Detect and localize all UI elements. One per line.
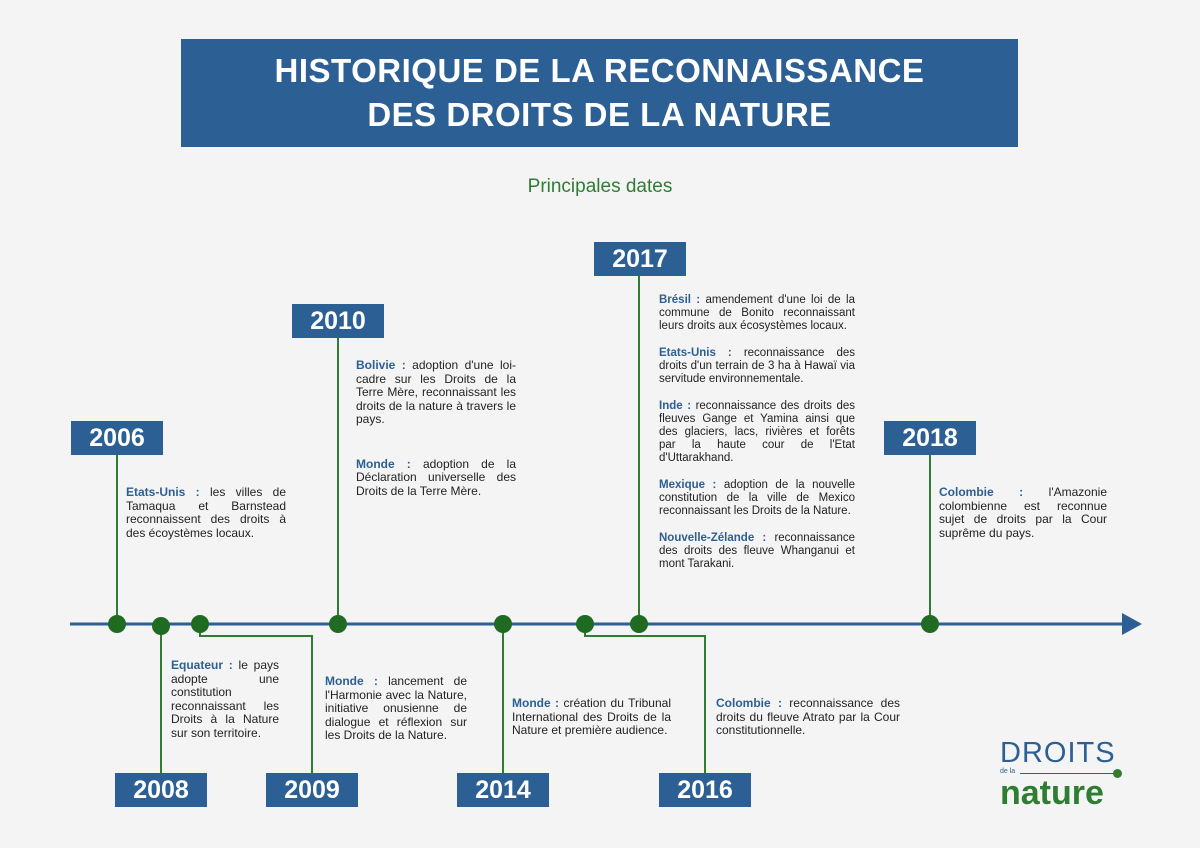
- event-2008: [171, 659, 279, 754]
- event-text: l'Amazonie colombienne est reconnue sujet de droits par la Cour suprême du pays.: [939, 485, 1107, 540]
- logo-nature-text: nature: [1000, 774, 1104, 812]
- dot-2009: [191, 615, 209, 633]
- event-2009: [325, 675, 467, 757]
- year-2017: 2017: [594, 242, 686, 276]
- title-line-1: HISTORIQUE DE LA RECONNAISSANCE: [274, 52, 925, 89]
- event-2006: [126, 486, 286, 554]
- title-line-2: DES DROITS DE LA NATURE: [367, 96, 832, 133]
- event-text: adoption d'une loi-cadre sur les Droits de la Terre Mère, reconnaissant les droits de la nature à travers le pays.: [356, 358, 516, 426]
- event-2017: [659, 294, 855, 585]
- event-place: Inde :: [659, 400, 692, 412]
- dot-2010: [329, 615, 347, 633]
- event-place: Colombie :: [716, 696, 782, 710]
- event-2014: [512, 697, 671, 752]
- subtitle: Principales dates: [527, 176, 673, 197]
- event-place: Brésil :: [659, 294, 701, 306]
- year-2008: 2008: [115, 773, 207, 807]
- event-text: amendement d'une loi de la commune de Bonito reconnaissant leurs droits aux écosystèmes locaux.: [659, 294, 855, 332]
- event-text: le pays adopte une constitution reconnaissant les Droits à la Nature sur son territoire.: [171, 658, 280, 740]
- event-text: reconnaissance des droits du fleuve Atrato par la Cour constitutionnelle.: [716, 696, 901, 737]
- logo-line: [1020, 773, 1116, 774]
- event-text: création du Tribunal International des Droits de la Nature et première audience.: [512, 696, 671, 737]
- event-place: Etats-Unis :: [659, 347, 732, 359]
- dot-2006: [108, 615, 126, 633]
- event-place: Equateur :: [171, 658, 233, 672]
- event-place: Nouvelle-Zélande :: [659, 532, 767, 544]
- leaf-icon: [1113, 769, 1122, 778]
- logo-droits-text: DROITS: [1000, 737, 1116, 769]
- logo-de-la-text: de la: [1000, 768, 1016, 775]
- year-2014: 2014: [457, 773, 549, 807]
- event-place: Monde :: [356, 456, 411, 471]
- logo-divider: [1000, 768, 1122, 778]
- event-place: Etats-Unis :: [126, 485, 200, 499]
- event-text: reconnaissance des droits des fleuves Gange et Yamina ainsi que des glaciers, lacs, rivières et forêts par la haute cour de l'Etat d'Uttarakhand.: [659, 400, 855, 464]
- event-place: Bolivie :: [356, 358, 406, 372]
- dot-2018: [921, 615, 939, 633]
- year-2016: 2016: [659, 773, 751, 807]
- event-2016: [716, 697, 900, 752]
- year-2006: 2006: [71, 421, 163, 455]
- event-text: adoption de la Déclaration universelle des Droits de la Terre Mère.: [356, 456, 516, 498]
- event-text: adoption de la nouvelle constitution de la ville de Mexico reconnaissant les Droits de la Nature.: [659, 479, 855, 517]
- event-2010: [356, 359, 516, 512]
- event-place: Colombie :: [939, 485, 1024, 499]
- event-place: Monde :: [512, 696, 560, 710]
- dot-2008: [152, 617, 170, 635]
- event-2018: [939, 486, 1107, 554]
- event-place: Monde :: [325, 674, 378, 688]
- year-2009: 2009: [266, 773, 358, 807]
- dot-2014: [494, 615, 512, 633]
- event-text: les villes de Tamaqua et Barnstead reconnaissent des droits à des écoystèmes locaux.: [126, 485, 286, 540]
- year-2010: 2010: [292, 304, 384, 338]
- event-text: reconnaissance des droits d'un terrain de 3 ha à Hawaï via servitude environnementale.: [659, 347, 855, 385]
- droits-de-la-nature-logo: [1000, 737, 1122, 812]
- dot-2017: [630, 615, 648, 633]
- event-text: reconnaissance des droits des fleuve Whanganui et mont Tarakani.: [659, 532, 855, 570]
- event-text: lancement de l'Harmonie avec la Nature, initiative onusienne de dialogue et réflexion sur les Droits de la Nature.: [325, 674, 467, 742]
- year-2018: 2018: [884, 421, 976, 455]
- event-place: Mexique :: [659, 479, 717, 491]
- dot-2016: [576, 615, 594, 633]
- timeline-arrowhead: [1122, 613, 1142, 635]
